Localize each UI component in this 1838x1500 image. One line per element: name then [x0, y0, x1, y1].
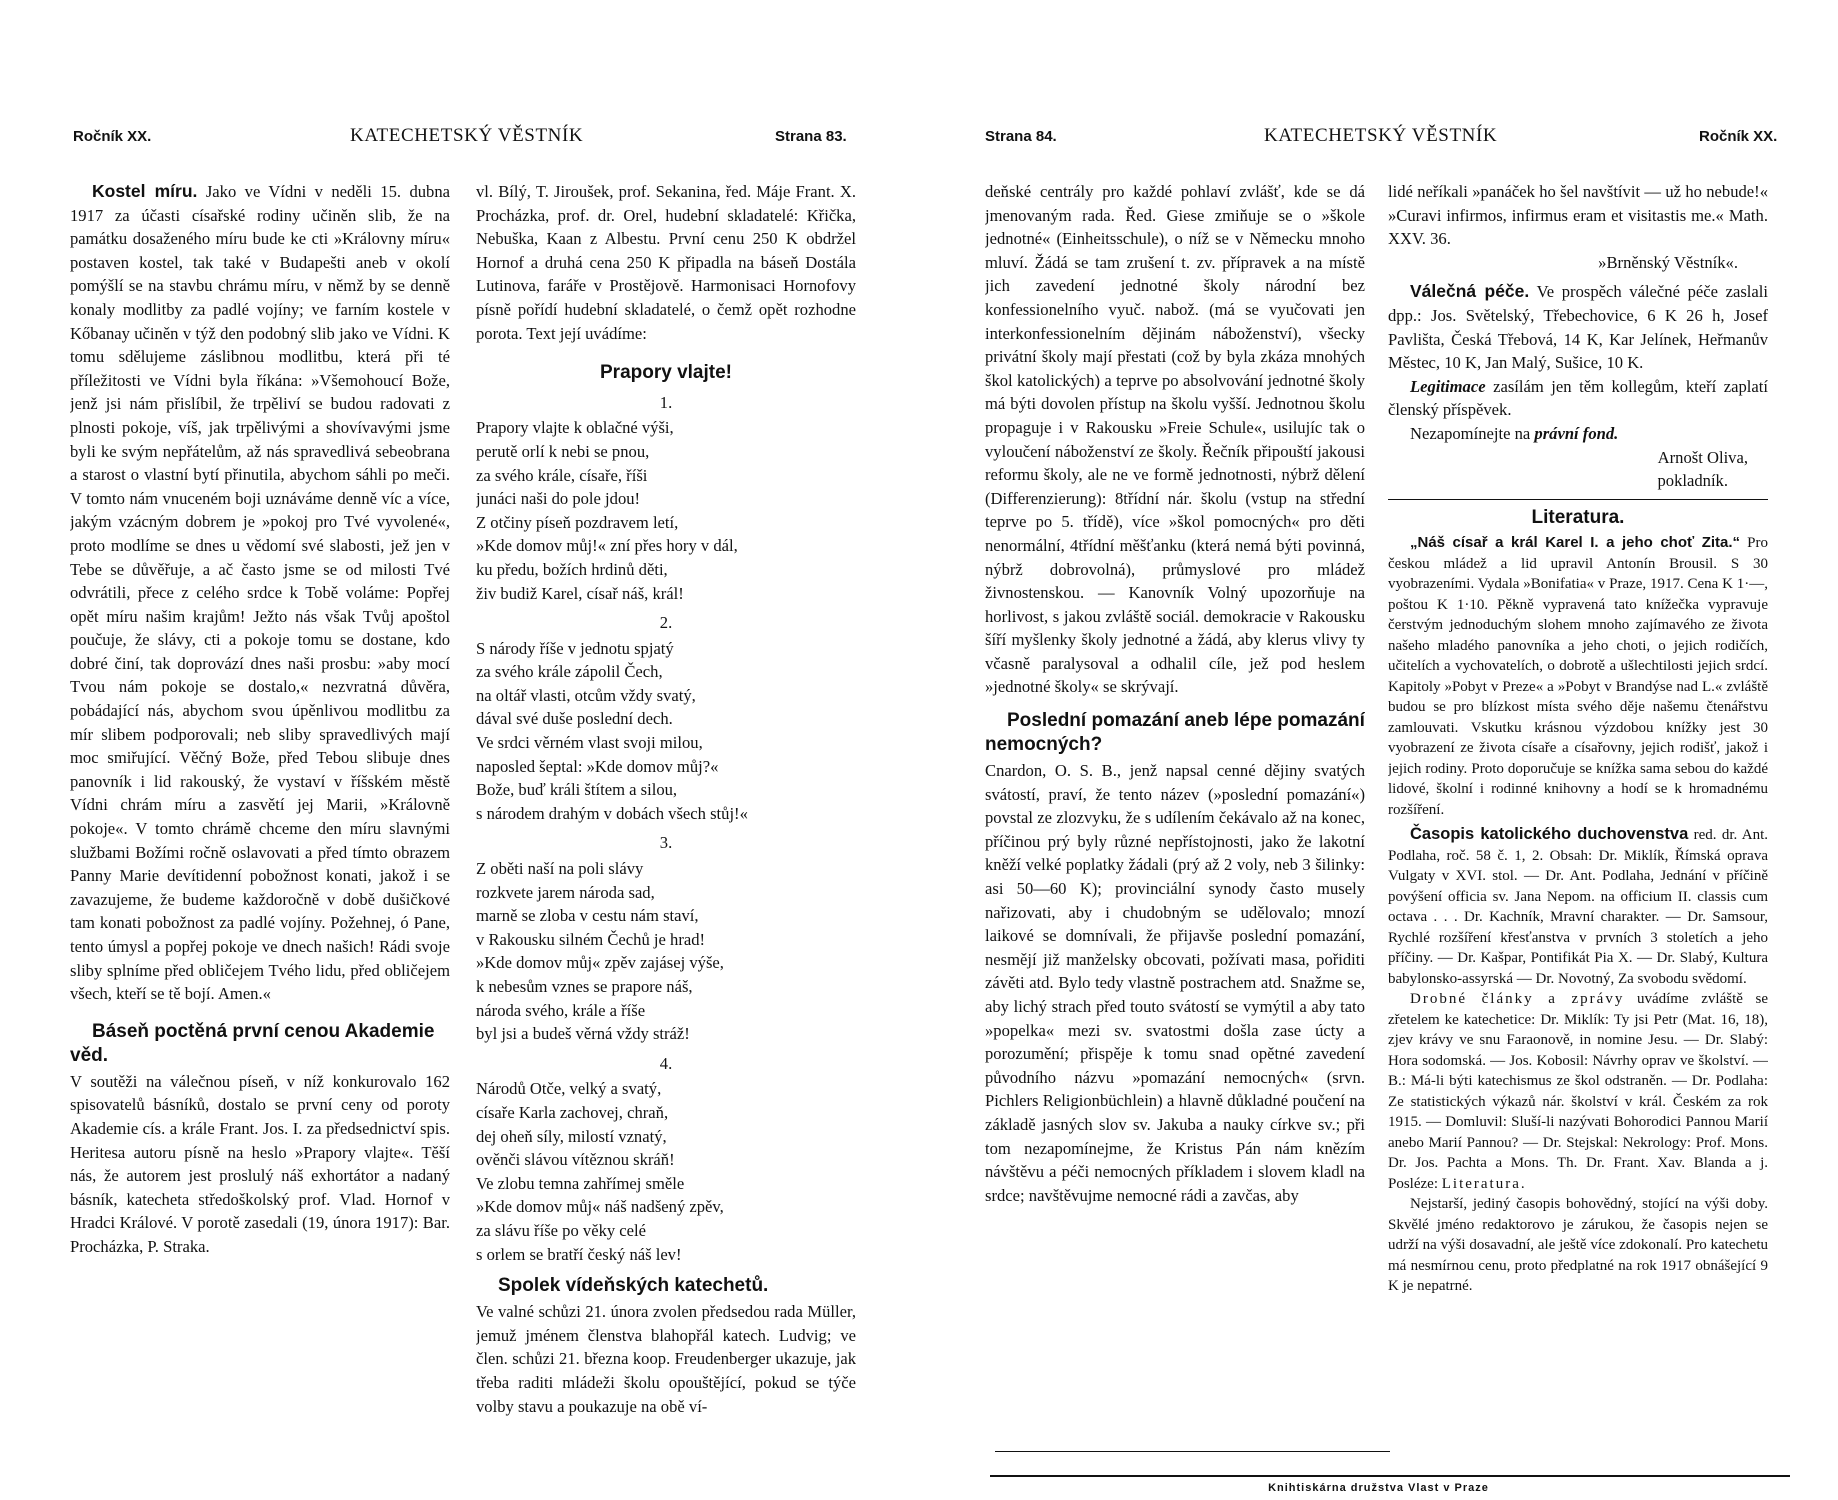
footer-rule: [990, 1475, 1790, 1477]
nezapominejte-block: [1388, 422, 1768, 446]
poem-line: perutě orlí k nebi se pnou,: [476, 441, 650, 461]
valecna-pece-title: Válečná péče.: [1410, 281, 1530, 302]
signer-role: pokladník.: [1657, 471, 1728, 491]
left-page-header: [0, 122, 919, 152]
school-article-text: deňské centrály pro každé pohlaví zvlášť, kde se dá jmenovaným rada. Řed. Giese zmiňuje se o »škole jednotné« (Einheitsschule), o níž se v Německu mnoho mluví. Žádá se tam zrušení t. zv. přípravek a na místě jich zavedení jednotné školy národní bez konfessionelního vyuč. nabož. (má se vyučovati jen interkonfessionelním dějinám náboženství), všecky privátní školy mají přestati (což by byla zkáza mnohých škol katolických) a teprve po absolvování jednotné školy má býti dovolen přístup na školu vyšší. Jednotnou školu propaguje i v Rakousku »Freie Schule«, usilujíc tak o vyloučení náboženství ze školy. Řečník připouští jakousi reformu školy, ale ne ve formě jednotnosti, nýbrž dělení (Differenzierung): 8třídní nár. školu (vstup na střední teprve po 5. třídě), více »škol pomocných« pro děti nenormální, 4třídní měšťanku (která nemá býti povinná, nýbrž dobrovolná), průmyslové pro mládež živnostenskou. — Kanovník Volný upozorňuje na horlivost, s jakou zvláště sociál. demokracie v Rakousku šíří myšlenky školy jednotné a žádá, aby klerus vlivy ty včasně paralysoval a odhalil cíle, jež pod heslem »jednotné školy« se skrývají.: [985, 182, 1365, 697]
stanza-number: 3.: [659, 833, 673, 853]
poem-line: junáci naši do pole jdou!: [476, 489, 641, 509]
right-volume-label: Ročník XX.: [1699, 128, 1778, 145]
posledni-pomazani-text: Cnardon, O. S. B., jenž napsal cenné dějiny svatých svátostí, praví, že tento název (»poslední pomazání«) povstal ze zlozvyku, že s udílením čekávalo až na konec, příčinou prý byly různé nepřístojnosti, jako že lakotní kněží velké poplatky žádali (prý až 2 voly, neb 3 šilinky: asi 50—60 K); provinciální synody často musely nařizovati, aby i chudobným se udělovalo; mnozí laikové se domnívali, že přijavše poslední pomazání, nesmějí již manželsky obcovati, požívati masa, pořiditi závěti atd. Bylo tedy vlastně postrachem atd. Snažme se, aby lichý strach před touto svátostí se vymýtil a aby tato »popelka« mezi sv. svatostmi došla zase úcty a porozumění; přispěje k tomu snad opětné zavedení původního názvu »pomazání nemocných« (srvn. Pichlers Religionbüchlein) a hlavně důkladné poučení na základě jasných slov sv. Jakuba a nauky církve sv.; při tom nezapomínejme, že Kristus Pán nám knězím návštěvu a péči nemocných příkladem i slovem kladl na srdce; navštěvujme nemocné rádi a zavčas, aby: [985, 761, 1365, 1205]
poem-line: s orlem se bratří český náš lev!: [476, 1244, 682, 1264]
right-column-1: [985, 180, 1365, 1470]
stanza-number: 2.: [659, 613, 673, 633]
posledni-title-block: [985, 709, 1365, 757]
lit-item-1-text: Pro českou mládež a lid upravil Antonín Brousil. S 30 vyobrazeními. Vydala »Bonifatia« v Praze, 1917. Cena K 1·—, poštou K 1·10. Pěkně vypravená tato knížečka vypravuje čerstvým jednoduchým slohem mnoho zajímavého ze života našeho mladého panovníka a jeho choti, o jejich rodičích, učitelích a vychovatelích, o dobrotě a ušlechtilosti jejich srdcí. Kapitoly »Pobyt v Preze« a »Pobyt v Brandýse nad L.« zvláště budou se pro blízkost místa svého děje našemu čtenářstvu zamlouvati. Vskutku krásnou výzdobou knížky jest 30 vyobrazení ze života císaře a císařovny, jejich rodišť, jakož i jejich rodiny. Proto doporučuje se knížka sama sebou do každé lidové, školní i rodinné knihovny a hodí se k hromadnému rozšíření.: [1388, 535, 1768, 818]
poem-stanzas: [476, 391, 856, 1266]
poem-line: Bože, buď králi štítem a silou,: [476, 780, 678, 800]
basen-article-title: Báseň poctěná první cenou Akademie věd.: [70, 1020, 435, 1066]
lit-item-2-final: Nejstarší, jediný časopis bohovědný, stojící na výši doby. Skvělé jméno redaktorovo je zárukou, že časopis nejen se udrží na výši dosavadní, ale ještě více zdokonalí. Pro katechetu má nesmírnou cenu, proto předplatné na rok 1917 obnášející 9 K je nepatrné.: [1388, 1196, 1768, 1295]
poem-line: S národy říše v jednotu spjatý: [476, 638, 674, 658]
left-volume-label: Ročník XX.: [73, 128, 152, 145]
drobne-literatura-word: Literatura.: [1441, 1175, 1527, 1192]
drobne-clanky-label: Drobné články a zprávy: [1410, 991, 1625, 1008]
poem-title: Prapory vlajte!: [600, 362, 732, 384]
poem-line: císaře Karla zachovej, chraň,: [476, 1102, 669, 1122]
poem-line: s národem drahým v dobách všech stůj!«: [476, 803, 748, 823]
lit-item-2-title: Časopis katolického duchovenstva: [1410, 825, 1689, 844]
right-journal-title: KATECHETSKÝ VĚSTNÍK: [1264, 125, 1498, 146]
valecna-pece-block: [1388, 280, 1768, 374]
valecna-pece-text: Ve prospěch válečné péče zaslali dpp.: Jos. Světelský, Třebechovice, 6 K 26 h, Josef Pavlišta, Česká Třebová, 14 K, Kar Jelínek, Heřmanův Městec, 10 K, Jan Malý, Sušice, 10 K.: [1388, 282, 1768, 373]
poem-line: marně se zloba v cestu nám staví,: [476, 906, 699, 926]
quote-source: »Brněnský Věstník«.: [1598, 252, 1738, 272]
posledni-pomazani-title: Poslední pomazání aneb lépe pomazání nemocných?: [985, 710, 1365, 756]
stanza-number: 4.: [659, 1053, 673, 1073]
lit-item-2-drobne: [1388, 989, 1768, 1194]
jury-intro-text: vl. Bílý, T. Jiroušek, prof. Sekanina, řed. Máje Frant. X. Procházka, prof. dr. Orel, hudební skladatelé: Křička, Nebuška, Kaan z Albestu. První cenu 250 K obdržel Hornof a druhá cena 250 K připadla na báseň Dostála Lutinova, faráře v Prostějově. Harmonisaci Hornofovy písně pořídí hudební skladatelé, o čemž opět rozhodne porota. Text její uvádíme:: [476, 182, 856, 343]
poem-line: dej oheň síly, milostí vznatý,: [476, 1126, 667, 1146]
quote-text: lidé neříkali »panáček ho šel navštívit — už ho nebude!« »Curavi infirmos, infirmus eram et visitastis me.« Math. XXV. 36.: [1388, 182, 1768, 249]
poem-line: dával své duše poslední dech.: [476, 709, 673, 729]
left-journal-title: KATECHETSKÝ VĚSTNÍK: [350, 125, 584, 146]
right-page-number: Strana 84.: [985, 128, 1057, 145]
left-page-number: Strana 83.: [775, 128, 847, 145]
lit-item-1-title: „Náš císař a král Karel I. a jeho choť Zita.“: [1410, 534, 1741, 552]
poem-line: za svého krále zápolil Čech,: [476, 662, 663, 682]
spolek-text: Ve valné schůzi 21. února zvolen předsedou rada Müller, jemuž jménem členstva blahopřál katech. Ludvig; ve člen. schůzi 21. března koop. Freudenberger ukazuje, jak třeba raditi mládeži školu opouštějící, pokud se týče volby stavu a poukazuje na obě ví-: [476, 1302, 856, 1416]
right-page: [919, 0, 1838, 1500]
poem-line: v Rakousku silném Čechů je hrad!: [476, 929, 706, 949]
poem-line: za svého krále, císaře, říši: [476, 465, 648, 485]
drobne-clanky-text: uvádíme zvláště se zřetelem ke katechetice: Dr. Miklík: Ty jsi Petr (Mat. 16, 18), zjev krávy ve snu Faraonově, in nomine Jesu. — Dr. Slabý: Hora sodomská. — Jos. Kobosil: Návrhy oprav ve školství. — B.: Má-li býti katechismus ze škol odstraněn. — Dr. Podlaha: Ze statistických výkazů nár. školství v král. Českém za rok 1915. — Domluvil: Sluší-li nazývati Bohorodici Pannou Marií anebo Marií Pannou? — Dr. Stejskal: Nekrology: Prof. Mons. Dr. Jos. Pachta a Mons. Th. Dr. Frant. Xav. Blanda a j. Posléze:: [1388, 991, 1768, 1192]
basen-article-title-block: [70, 1020, 450, 1068]
poem-line: Ve srdci věrném vlast svoji milou,: [476, 733, 703, 753]
poem-line: ověnči slávou vítěznou skráň!: [476, 1150, 675, 1170]
nezapominejte-text: Nezapomínejte na: [1410, 423, 1531, 443]
poem-line: naposled šeptal: »Kde domov můj?«: [476, 756, 719, 776]
signer-name: Arnošt Oliva,: [1657, 447, 1748, 467]
basen-article-text: V soutěži na válečnou píseň, v níž konkurovalo 162 spisovatelů básníků, dostalo se první ceny od poroty Akademie cís. a krále Frant. Jos. I. za předsednictví spis. Heritesa autoru písně na heslo »Prapory vlajte«. Těší nás, že autorem jest proslulý náš exhortátor a nadaný básník, katecheta středoškolský prof. Vlad. Hornof v Hradci Králové. V porotě zasedali (19, února 1917): Bar. Procházka, P. Straka.: [70, 1071, 450, 1256]
poem-line: Národů Otče, velký a svatý,: [476, 1079, 662, 1099]
poem-line: Ve zlobu temna zahřímej směle: [476, 1173, 685, 1193]
printer-imprint: Knihtiskárna družstva Vlast v Praze: [1268, 1482, 1489, 1494]
section-divider: [1388, 499, 1768, 500]
pravni-fond: právní fond.: [1534, 423, 1619, 443]
poem-line: za slávu říše po věky celé: [476, 1220, 647, 1240]
right-column-2: [1388, 180, 1768, 1470]
legitimace-block: [1388, 375, 1768, 422]
stanza-number: 1.: [659, 392, 673, 412]
poem-line: živ budiž Karel, císař náš, král!: [476, 583, 684, 603]
spolek-title-block: [476, 1274, 856, 1298]
legitimace-text: zasílám jen těm kollegům, kteří zaplatí členský příspěvek.: [1388, 376, 1768, 420]
left-column-2: [476, 180, 856, 1480]
poem-line: byl jsi a budeš věrná vždy stráž!: [476, 1024, 690, 1044]
kostel-miru-text: Jako ve Vídni v neděli 15. dubna 1917 za účasti císařské rodiny učiněn slib, že na památku dosaženého míru bude ke cti »Královny míru« postaven kostel, tak také v Budapešti aneb v okolí pomýšlí se na stavbu chrámu míru, v němž by se denně konaly modlitby za padlé vojíny; ve farním kostele v Kőbanay učiněn v týž den podobný slib jako ve Vídni. K tomu sdělujeme záslibnou modlitbu, která při té příležitosti ve Vídni byla říkána: »Všemohoucí Bože, jenž jsi nám přislíbil, že trpěliví se budou radovati z plnosti pokoje, víš, jak trpělivými a shovívavými jsme byli ke svým nepřátelům, až nás spravedlivá sebeobrana a starost o vlastní bytí přinutila, abychom sáhli po meči. V tomto nám vnuceném boji uznáváme denně víc a více, jakým vzácným dobrem je »pokoj pro Tvé vyvolené«, proto modlíme se dnes u vědomí své slabosti, jež jen v Tebe se důvěřuje, a ač často jsme se od milosti Tvé odvrátili, přece z celého srdce k Tobě voláme: Popřej opět míru našim krajům! Ježto nás však Tvůj apoštol poučuje, že slávy, cti a pokoje tomu se dostane, kdo dobré činí, tak doprovází dnes naši prosbu: »aby mocí Tvou nám pokoje se dostalo,« nezvratná důvěra, pobádající nás, abychom svou úpěnlivou modlitbu za mír slibem podporovali; neb sliby spravedlivých mají moc smiřující. Věčný Bože, před Tebou slibuje dnes panovník i lid rakouský, že vystaví v říšském městě Vídni chrám míru a zasvětí jej Marii, »Královně pokoje«. V tomto chrámě chceme den míru slavnými službami Božími ročně oslavovati a před tímto obrazem Panny Marie devítidenní pobožnost konati, jakož i se zavazujeme, že budeme každoročně v době dušičkové tam konati pobožnost za padlé vojíny. Požehnej, ó Pane, tento úmysl a popřej pokoje ve dnech našich! Rádi svoje sliby splníme před obličejem Tvého lidu, před obličejem všech, kteří se tě bojí. Amen.«: [70, 182, 450, 1004]
poem-line: na oltář vlasti, otcům vždy svatý,: [476, 685, 696, 705]
poem-line: »Kde domov můj« zpěv zajásej výše,: [476, 953, 724, 973]
poem-line: »Kde domov můj« náš nadšený zpěv,: [476, 1197, 724, 1217]
poem-line: »Kde domov můj!« zní přes hory v dál,: [476, 536, 738, 556]
column-end-rule: [995, 1451, 1390, 1452]
kostel-miru-title: Kostel míru.: [92, 181, 198, 201]
legitimace-word: Legitimace: [1410, 376, 1486, 396]
lit-item-2: [1388, 824, 1768, 989]
poem-line: ku předu, božích hrdinů děti,: [476, 559, 668, 579]
poem-line: rozkvete jarem národa sad,: [476, 882, 655, 902]
poem-line: Prapory vlajte k oblačné výši,: [476, 418, 674, 438]
literatura-section: [1388, 533, 1768, 1297]
lit-item-2-text: red. dr. Ant. Podlaha, roč. 58 č. 1, 2. Obsah: Dr. Miklík, Římská oprava Vulgaty v XVI. stol. — Dr. Ant. Podlaha, Jednání v příčině povýšení officia sv. Jana Nepom. na officium II. classis cum octava . . . Dr. Kachník, Mravní charakter. — Dr. Samsour, Rychlé rozšíření křesťanstva v prvních 3 stoletích a jeho příčiny. — Dr. Kašpar, Pontifikát Pia X. — Dr. Slabý, Kultura babylonsko-assyrská — Dr. Novotný, Za svobodu svědomí.: [1388, 827, 1768, 987]
poem-line: k nebesům vznes se prapore náš,: [476, 977, 693, 996]
left-column-1: [70, 180, 450, 1480]
literatura-heading: Literatura.: [1531, 506, 1625, 528]
spolek-title: Spolek vídeňských katechetů.: [498, 1275, 769, 1297]
right-page-header: [919, 122, 1838, 152]
lit-item-1: [1388, 533, 1768, 820]
kostel-miru-article: [70, 180, 450, 1006]
poem-line: Z otčiny píseň pozdravem letí,: [476, 512, 679, 532]
poem-line: Z oběti naší na poli slávy: [476, 859, 644, 879]
poem-line: národa svého, krále a říše: [476, 1000, 646, 1020]
